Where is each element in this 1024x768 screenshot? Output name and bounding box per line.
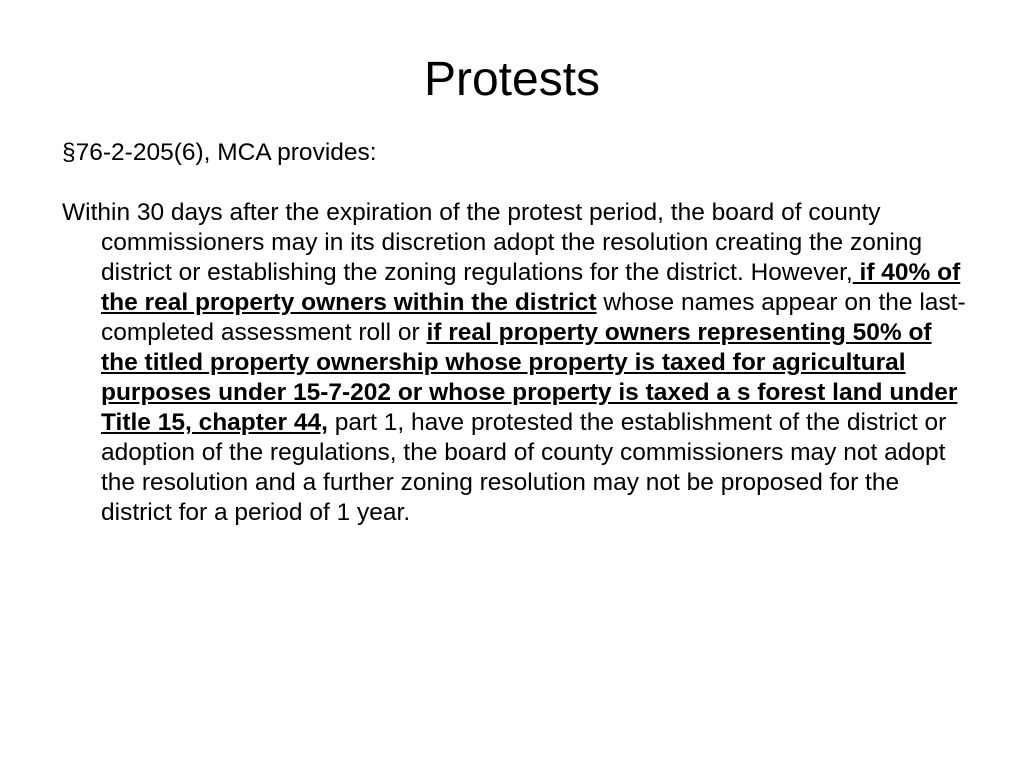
quote-text-conclusion: part 1, have protested the establishment of the district or adoption of the regulations, the board of county commissioners may not adopt the resolution and a further zoning resolution may not be proposed for the district for a period of 1 year.	[101, 409, 947, 526]
quote-text-middle: whose names appear on the last-completed assessment roll or	[101, 289, 966, 346]
citation-paragraph	[62, 138, 972, 168]
citation-text: §76-2-205(6), MCA provides:	[62, 139, 377, 166]
quote-emphasis-50-percent: if real property owners representing 50% of the titled property ownership whose property is taxed for agricultural purposes under 15-7-202 or whose property is taxed a s forest land under Title 15, chapter 44,	[101, 319, 958, 436]
slide-title: Protests	[423, 53, 601, 106]
quote-emphasis-40-percent: if 40% of the real property owners within the district	[101, 259, 961, 316]
statute-quote-paragraph	[62, 198, 972, 528]
slide-body	[62, 138, 972, 528]
quote-text-intro: Within 30 days after the expiration of the protest period, the board of county commissioners may in its discretion adopt the resolution creating the zoning district or establishing the zoning regulations for the district. However,	[62, 199, 923, 286]
